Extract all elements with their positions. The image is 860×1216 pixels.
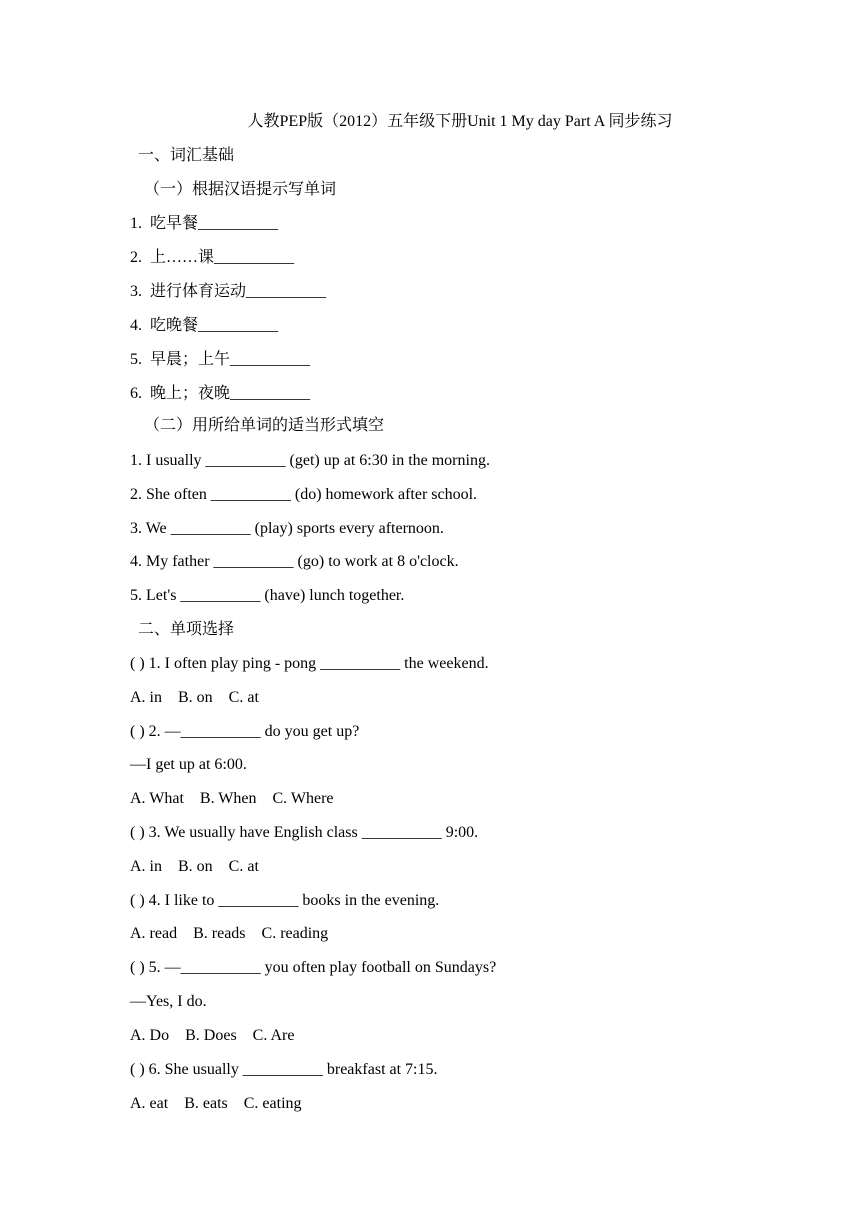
fill-blank-item: 3. We __________ (play) sports every afternoon. [130,520,444,537]
vocab-item: 4. 吃晚餐__________ [130,317,279,334]
options-line: A. Do B. Does C. Are [130,1027,295,1044]
fill-blank-item: 4. My father __________ (go) to work at 8 o'clock. [130,553,459,570]
options-line: A. in B. on C. at [130,689,259,706]
question-line: ( ) 4. I like to __________ books in the evening. [130,892,440,909]
question-line: ( ) 5. —__________ you often play football on Sundays? [130,959,497,976]
fill-blank-item: 5. Let's __________ (have) lunch together. [130,587,405,604]
question-line: ( ) 6. She usually __________ breakfast at 7:15. [130,1061,438,1078]
vocab-item: 1. 吃早餐__________ [130,215,279,232]
options-line: A. What B. When C. Where [130,790,334,807]
fill-blank-item: 1. I usually __________ (get) up at 6:30 in the morning. [130,452,490,469]
question-line: ( ) 2. —__________ do you get up? [130,723,360,740]
question-line: ( ) 1. I often play ping - pong __________ the weekend. [130,655,489,672]
vocab-item: 5. 早晨；上午__________ [130,351,311,368]
vocab-item: 2. 上……课__________ [130,249,295,266]
dialogue-line: —I get up at 6:00. [130,756,247,773]
vocab-item: 3. 进行体育运动__________ [130,283,327,300]
dialogue-line: —Yes, I do. [130,993,207,1010]
options-line: A. in B. on C. at [130,858,259,875]
question-line: ( ) 3. We usually have English class __________ 9:00. [130,824,479,841]
vocab-item: 6. 晚上；夜晚__________ [130,385,311,402]
section-heading-multiple-choice: 二、单项选择 [138,621,235,638]
subsection-heading-write-words: （一）根据汉语提示写单词 [144,181,337,198]
document-title: 人教PEP版（2012）五年级下册Unit 1 My day Part A 同步练习 [247,113,673,130]
options-line: A. read B. reads C. reading [130,925,329,942]
fill-blank-item: 2. She often __________ (do) homework after school. [130,486,478,503]
subsection-heading-fill-blanks: （二）用所给单词的适当形式填空 [144,417,385,434]
options-line: A. eat B. eats C. eating [130,1095,302,1112]
section-heading-vocabulary: 一、词汇基础 [138,147,235,164]
